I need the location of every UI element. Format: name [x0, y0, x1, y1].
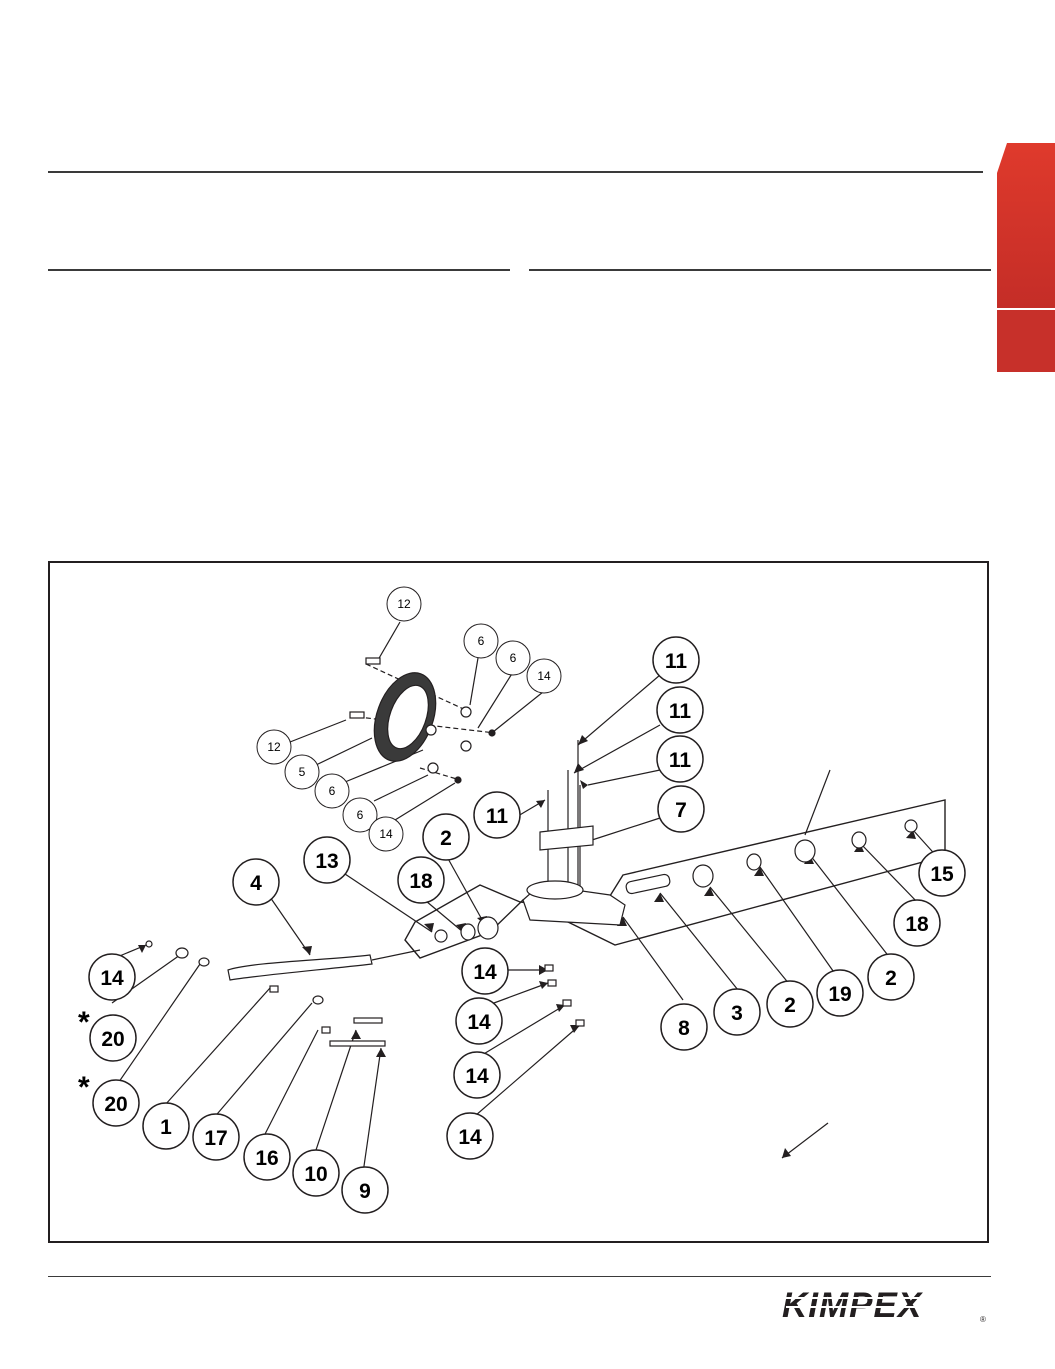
- svg-text:14: 14: [465, 1065, 489, 1088]
- svg-text:12: 12: [267, 740, 281, 754]
- svg-text:2: 2: [885, 967, 897, 990]
- callout-1: [143, 1103, 189, 1149]
- callout-6a: [464, 624, 498, 658]
- callout-13: [304, 837, 350, 883]
- svg-text:6: 6: [328, 784, 336, 798]
- svg-text:®: ®: [980, 1315, 986, 1324]
- svg-text:19: 19: [828, 983, 852, 1006]
- callout-19: [817, 970, 863, 1016]
- svg-text:11: 11: [668, 749, 692, 772]
- leader-arrowheads: [138, 735, 916, 1158]
- callout-14d-big: [454, 1052, 500, 1098]
- svg-text:8: 8: [678, 1017, 690, 1040]
- svg-text:7: 7: [675, 799, 687, 822]
- svg-text:11: 11: [664, 650, 688, 673]
- svg-text:18: 18: [409, 870, 433, 893]
- big-callouts: [89, 637, 965, 1213]
- callout-2a: [423, 814, 469, 860]
- svg-text:9: 9: [359, 1180, 371, 1203]
- callout-5: [285, 755, 319, 789]
- callout-11c: [657, 736, 703, 782]
- callout-20b: [93, 1080, 139, 1126]
- callout-3: [714, 989, 760, 1035]
- svg-text:14: 14: [537, 669, 551, 683]
- callout-4: [233, 859, 279, 905]
- callout-14e-big: [447, 1113, 493, 1159]
- callout-6b: [496, 641, 530, 675]
- callout-20a: [90, 1015, 136, 1061]
- callout-2c: [868, 954, 914, 1000]
- callout-11b: [657, 687, 703, 733]
- callout-14b: [369, 817, 403, 851]
- asterisk-notes: [78, 1006, 90, 1104]
- footer-rule: [48, 1276, 991, 1277]
- callout-18a: [398, 857, 444, 903]
- svg-text:20: 20: [104, 1093, 128, 1116]
- callout-11d: [474, 792, 520, 838]
- callout-14c-big: [456, 998, 502, 1044]
- svg-text:16: 16: [255, 1147, 279, 1170]
- svg-text:4: 4: [250, 872, 262, 895]
- svg-text:17: 17: [204, 1127, 228, 1150]
- callout-12b: [257, 730, 291, 764]
- svg-text:2: 2: [784, 994, 796, 1017]
- svg-text:14: 14: [473, 961, 497, 984]
- svg-text:13: 13: [315, 850, 339, 873]
- callout-16: [244, 1134, 290, 1180]
- svg-text:14: 14: [100, 967, 124, 990]
- callout-11a: [653, 637, 699, 683]
- callout-12a: [387, 587, 421, 621]
- callout-10: [293, 1150, 339, 1196]
- svg-text:18: 18: [905, 913, 929, 936]
- svg-text:11: 11: [485, 805, 509, 828]
- svg-text:11: 11: [668, 700, 692, 723]
- asterisk-2: *: [78, 1071, 90, 1104]
- svg-text:3: 3: [731, 1002, 743, 1025]
- svg-text:14: 14: [467, 1011, 491, 1034]
- svg-text:15: 15: [930, 863, 954, 886]
- callout-14a: [527, 659, 561, 693]
- callout-14a-big: [89, 954, 135, 1000]
- svg-text:6: 6: [509, 651, 517, 665]
- svg-text:5: 5: [298, 765, 306, 779]
- callout-9: [342, 1167, 388, 1213]
- svg-text:10: 10: [304, 1163, 328, 1186]
- callout-6c: [315, 774, 349, 808]
- svg-text:12: 12: [397, 597, 411, 611]
- kimpex-logo: [778, 1286, 990, 1326]
- callout-15: [919, 850, 965, 896]
- svg-text:2: 2: [440, 827, 452, 850]
- callout-7: [658, 786, 704, 832]
- svg-text:KIMPEX: KIMPEX: [782, 1286, 923, 1325]
- callout-8: [661, 1004, 707, 1050]
- svg-text:14: 14: [379, 827, 393, 841]
- callout-2b: [767, 981, 813, 1027]
- callout-18b: [894, 900, 940, 946]
- svg-text:6: 6: [477, 634, 485, 648]
- callout-17: [193, 1114, 239, 1160]
- asterisk-1: *: [78, 1006, 90, 1039]
- callout-14b-big: [462, 948, 508, 994]
- svg-text:20: 20: [101, 1028, 125, 1051]
- svg-text:14: 14: [458, 1126, 482, 1149]
- svg-text:1: 1: [160, 1116, 172, 1139]
- svg-text:6: 6: [356, 808, 364, 822]
